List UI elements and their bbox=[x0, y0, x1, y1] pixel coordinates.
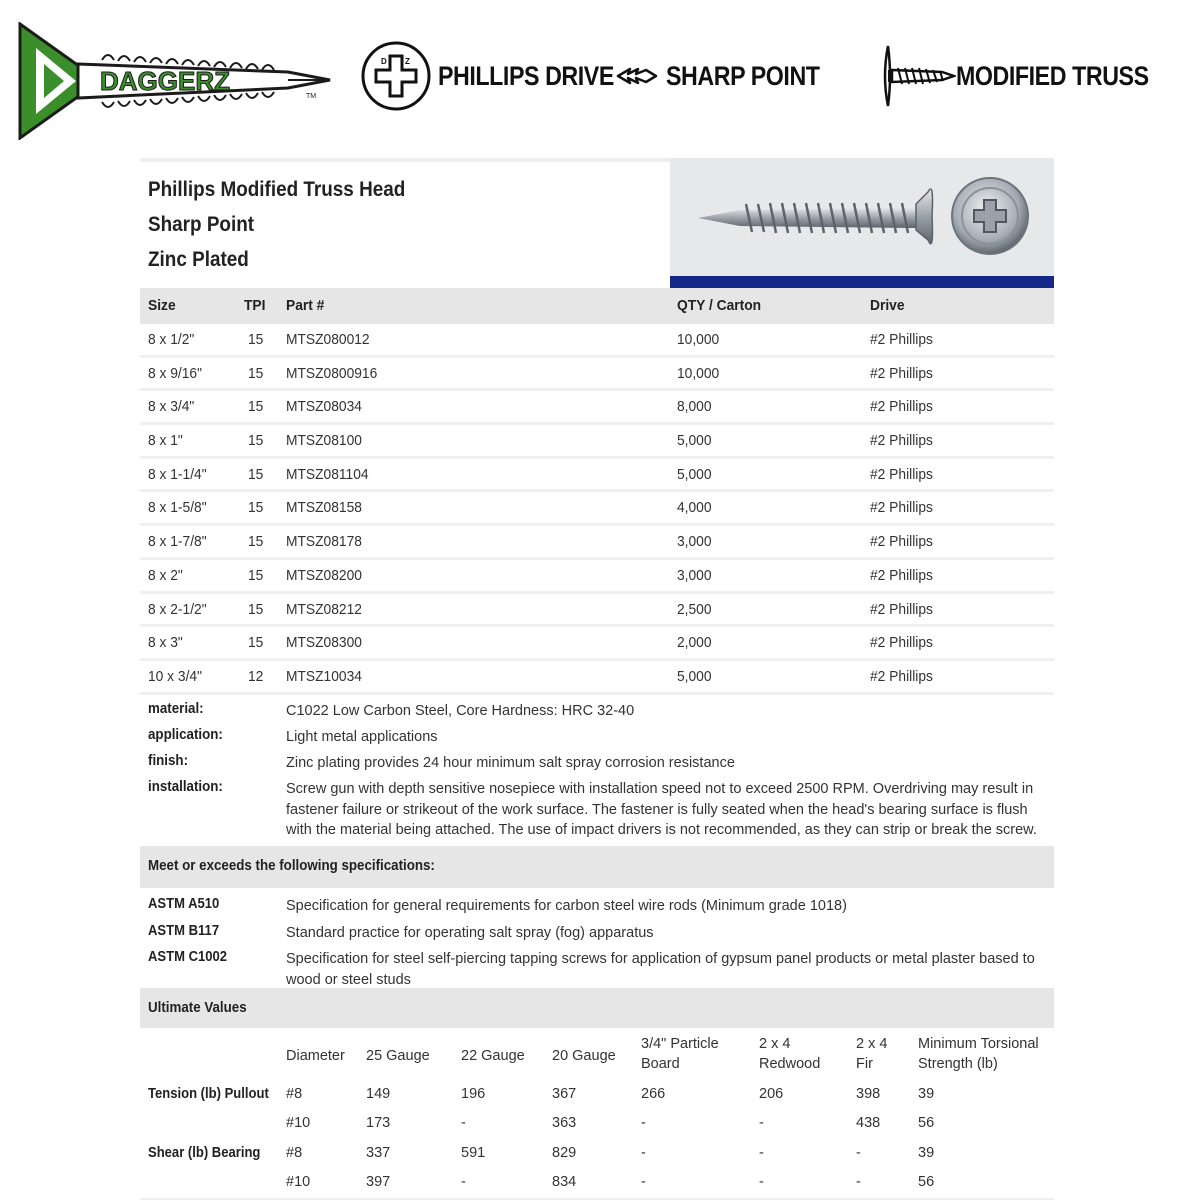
uv-cell-g20: 834 bbox=[552, 1174, 577, 1190]
daggerz-logo bbox=[18, 22, 333, 140]
phillips-drive-icon bbox=[360, 40, 432, 112]
uv-header-fir-line-1: 2 x 4 bbox=[856, 1036, 888, 1052]
uv-header-torsional-line-1: Minimum Torsional bbox=[918, 1036, 1039, 1052]
uv-cell-diameter: #10 bbox=[286, 1115, 311, 1131]
col-header-qty: QTY / Carton bbox=[677, 297, 762, 314]
trademark-mark: TM bbox=[306, 93, 317, 100]
uv-header-fir-line-2: Fir bbox=[856, 1056, 873, 1072]
property-value: Light metal applications bbox=[286, 729, 438, 745]
daggerz-logo-graphic bbox=[18, 22, 333, 140]
cell-tpi: 15 bbox=[248, 566, 264, 584]
uv-cell-torsion: 56 bbox=[918, 1174, 935, 1190]
table-row bbox=[140, 492, 1054, 526]
cell-drive: #2 Phillips bbox=[870, 634, 933, 652]
cell-tpi: 15 bbox=[248, 398, 264, 416]
table-row bbox=[140, 459, 1054, 493]
cell-qty: 3,000 bbox=[677, 566, 712, 584]
property-key: material: bbox=[148, 701, 204, 717]
uv-cell-fir: 398 bbox=[856, 1086, 881, 1102]
cell-qty: 2,000 bbox=[677, 634, 712, 652]
shear-bearing-label: Shear (lb) Bearing bbox=[148, 1145, 261, 1161]
uv-header-particle-board-line-1: 3/4" Particle bbox=[641, 1036, 719, 1052]
property-value: Screw gun with depth sensitive nosepiece with installation speed not to exceed 2500 RPM. Overdriving may result in fastener failure or strikeout of the work surface. The fastener is fully seated when the head's bearing surface is flush with the material being attached. The use of impact drivers is not recommended, as they can strip or break the screw. bbox=[286, 781, 1037, 838]
uv-cell-g25: 337 bbox=[366, 1145, 391, 1161]
cell-drive: #2 Phillips bbox=[870, 667, 933, 685]
cell-tpi: 15 bbox=[248, 499, 264, 517]
uv-cell-diameter: #8 bbox=[286, 1145, 303, 1161]
brand-header bbox=[0, 0, 1200, 150]
table-row bbox=[140, 526, 1054, 560]
specifications-heading: Meet or exceeds the following specifications: bbox=[148, 858, 435, 874]
uv-cell-fir: 438 bbox=[856, 1115, 881, 1131]
cell-part: MTSZ08300 bbox=[286, 634, 362, 652]
feature-label-modified-truss: MODIFIED TRUSS bbox=[956, 60, 1149, 91]
cell-tpi: 15 bbox=[248, 465, 264, 483]
col-header-tpi: TPI bbox=[244, 297, 266, 314]
spec-code: ASTM B117 bbox=[148, 923, 220, 939]
ultimate-values-heading: Ultimate Values bbox=[148, 1000, 247, 1016]
cell-qty: 3,000 bbox=[677, 533, 712, 551]
product-title-line-1: Phillips Modified Truss Head bbox=[148, 178, 406, 201]
table-header-row bbox=[140, 288, 1054, 324]
uv-header-20-gauge: 20 Gauge bbox=[552, 1048, 616, 1064]
cell-drive: #2 Phillips bbox=[870, 499, 933, 517]
uv-cell-particle: - bbox=[641, 1115, 646, 1131]
uv-cell-fir: - bbox=[856, 1145, 861, 1161]
svg-text:D: D bbox=[381, 57, 387, 66]
feature-sharp-point bbox=[616, 40, 845, 112]
cell-size: 10 x 3/4" bbox=[148, 667, 203, 685]
uv-cell-diameter: #10 bbox=[286, 1174, 311, 1190]
feature-label-sharp-point: SHARP POINT bbox=[666, 60, 820, 91]
property-value: Zinc plating provides 24 hour minimum salt spray corrosion resistance bbox=[286, 755, 735, 771]
spec-text: Standard practice for operating salt spray (fog) apparatus bbox=[286, 925, 654, 941]
cell-qty: 2,500 bbox=[677, 600, 712, 618]
cell-size: 8 x 3" bbox=[148, 634, 183, 652]
uv-cell-g22: - bbox=[461, 1115, 466, 1131]
cell-size: 8 x 2-1/2" bbox=[148, 600, 207, 618]
cell-size: 8 x 9/16" bbox=[148, 364, 203, 382]
cell-size: 8 x 1-5/8" bbox=[148, 499, 207, 517]
cell-part: MTSZ08034 bbox=[286, 398, 362, 416]
uv-cell-g20: 829 bbox=[552, 1145, 577, 1161]
table-row bbox=[140, 425, 1054, 459]
property-key: installation: bbox=[148, 779, 223, 795]
uv-header-torsional-line-2: Strength (lb) bbox=[918, 1056, 998, 1072]
cell-part: MTSZ08178 bbox=[286, 533, 362, 551]
cell-part: MTSZ08158 bbox=[286, 499, 362, 517]
specifications-heading-band bbox=[140, 846, 1054, 888]
cell-tpi: 15 bbox=[248, 634, 264, 652]
uv-header-redwood-line-1: 2 x 4 bbox=[759, 1036, 791, 1052]
spec-code: ASTM A510 bbox=[148, 896, 220, 912]
uv-cell-particle: - bbox=[641, 1174, 646, 1190]
feature-modified-truss bbox=[880, 40, 1180, 112]
cell-size: 8 x 1/2" bbox=[148, 331, 195, 348]
svg-text:Z: Z bbox=[405, 57, 410, 66]
uv-cell-torsion: 56 bbox=[918, 1115, 935, 1131]
property-value: C1022 Low Carbon Steel, Core Hardness: HRC 32-40 bbox=[286, 703, 635, 719]
cell-qty: 5,000 bbox=[677, 667, 712, 685]
uv-cell-g22: 196 bbox=[461, 1086, 486, 1102]
uv-header-redwood-line-2: Redwood bbox=[759, 1056, 821, 1072]
product-title-line-2: Sharp Point bbox=[148, 213, 255, 236]
cell-part: MTSZ08200 bbox=[286, 566, 362, 584]
logo-wordmark: DAGGERZ bbox=[100, 66, 230, 96]
col-header-size: Size bbox=[148, 297, 176, 314]
sharp-point-icon bbox=[616, 61, 658, 91]
cell-size: 8 x 1" bbox=[148, 432, 183, 450]
product-table bbox=[140, 288, 1054, 695]
uv-cell-redwood: - bbox=[759, 1174, 764, 1190]
spec-text: Specification for steel self-piercing tapping screws for application of gypsum panel products or metal plaster based to wood or steel studs bbox=[286, 951, 1035, 988]
cell-drive: #2 Phillips bbox=[870, 600, 933, 618]
cell-tpi: 12 bbox=[248, 667, 264, 685]
uv-cell-g25: 149 bbox=[366, 1086, 391, 1102]
cell-drive: #2 Phillips bbox=[870, 533, 933, 551]
cell-part: MTSZ08212 bbox=[286, 600, 362, 618]
cell-qty: 4,000 bbox=[677, 499, 712, 517]
uv-cell-g20: 367 bbox=[552, 1086, 577, 1102]
uv-cell-particle: - bbox=[641, 1145, 646, 1161]
cell-qty: 10,000 bbox=[677, 364, 720, 382]
cell-tpi: 15 bbox=[248, 364, 264, 382]
uv-header-22-gauge: 22 Gauge bbox=[461, 1048, 525, 1064]
tension-pullout-label: Tension (lb) Pullout bbox=[148, 1086, 269, 1102]
uv-cell-redwood: 206 bbox=[759, 1086, 784, 1102]
ultimate-values-heading-band bbox=[140, 988, 1054, 1028]
uv-cell-particle: 266 bbox=[641, 1086, 666, 1102]
uv-header-25-gauge: 25 Gauge bbox=[366, 1048, 430, 1064]
cell-drive: #2 Phillips bbox=[870, 398, 933, 416]
table-row bbox=[140, 358, 1054, 392]
spec-text: Specification for general requirements for carbon steel wire rods (Minimum grade 1018) bbox=[286, 898, 847, 914]
uv-cell-torsion: 39 bbox=[918, 1086, 935, 1102]
uv-cell-diameter: #8 bbox=[286, 1086, 303, 1102]
cell-qty: 5,000 bbox=[677, 432, 712, 450]
table-row bbox=[140, 661, 1054, 695]
property-key: application: bbox=[148, 727, 223, 743]
table-row bbox=[140, 391, 1054, 425]
product-title-line-3: Zinc Plated bbox=[148, 248, 249, 271]
uv-cell-redwood: - bbox=[759, 1115, 764, 1131]
table-body bbox=[140, 324, 1054, 695]
cell-tpi: 15 bbox=[248, 533, 264, 551]
feature-label-phillips: PHILLIPS DRIVE bbox=[438, 60, 614, 91]
cell-qty: 8,000 bbox=[677, 398, 712, 416]
col-header-part: Part # bbox=[286, 297, 325, 314]
accent-bar bbox=[670, 276, 1054, 288]
uv-cell-g25: 173 bbox=[366, 1115, 391, 1131]
table-row bbox=[140, 627, 1054, 661]
cell-drive: #2 Phillips bbox=[870, 566, 933, 584]
uv-header-particle-board-line-2: Board bbox=[641, 1056, 680, 1072]
uv-header-diameter: Diameter bbox=[286, 1048, 345, 1064]
cell-tpi: 15 bbox=[248, 432, 264, 450]
uv-cell-g22: 591 bbox=[461, 1145, 486, 1161]
cell-size: 8 x 1-1/4" bbox=[148, 465, 207, 483]
cell-drive: #2 Phillips bbox=[870, 465, 933, 483]
cell-part: MTSZ080012 bbox=[286, 331, 370, 348]
modified-truss-icon bbox=[880, 40, 956, 112]
table-row bbox=[140, 560, 1054, 594]
cell-size: 8 x 3/4" bbox=[148, 398, 195, 416]
spec-code: ASTM C1002 bbox=[148, 949, 228, 965]
cell-drive: #2 Phillips bbox=[870, 432, 933, 450]
cell-tpi: 15 bbox=[248, 600, 264, 618]
table-row bbox=[140, 324, 1054, 358]
cell-qty: 10,000 bbox=[677, 331, 720, 348]
cell-part: MTSZ08100 bbox=[286, 432, 362, 450]
cell-drive: #2 Phillips bbox=[870, 364, 933, 382]
uv-cell-fir: - bbox=[856, 1174, 861, 1190]
col-header-drive: Drive bbox=[870, 297, 905, 314]
cell-size: 8 x 1-7/8" bbox=[148, 533, 207, 551]
uv-cell-torsion: 39 bbox=[918, 1145, 935, 1161]
screw-product-photo bbox=[670, 158, 1054, 276]
cell-qty: 5,000 bbox=[677, 465, 712, 483]
uv-cell-g22: - bbox=[461, 1174, 466, 1190]
screw-image bbox=[670, 158, 1054, 276]
cell-part: MTSZ081104 bbox=[286, 465, 369, 483]
property-key: finish: bbox=[148, 753, 189, 769]
uv-cell-g25: 397 bbox=[366, 1174, 391, 1190]
table-row bbox=[140, 594, 1054, 628]
feature-phillips-drive bbox=[360, 40, 643, 112]
cell-drive: #2 Phillips bbox=[870, 331, 933, 348]
cell-part: MTSZ0800916 bbox=[286, 364, 378, 382]
cell-part: MTSZ10034 bbox=[286, 667, 362, 685]
cell-size: 8 x 2" bbox=[148, 566, 183, 584]
product-title-block bbox=[140, 158, 670, 288]
uv-cell-g20: 363 bbox=[552, 1115, 577, 1131]
cell-tpi: 15 bbox=[248, 331, 264, 348]
uv-cell-redwood: - bbox=[759, 1145, 764, 1161]
